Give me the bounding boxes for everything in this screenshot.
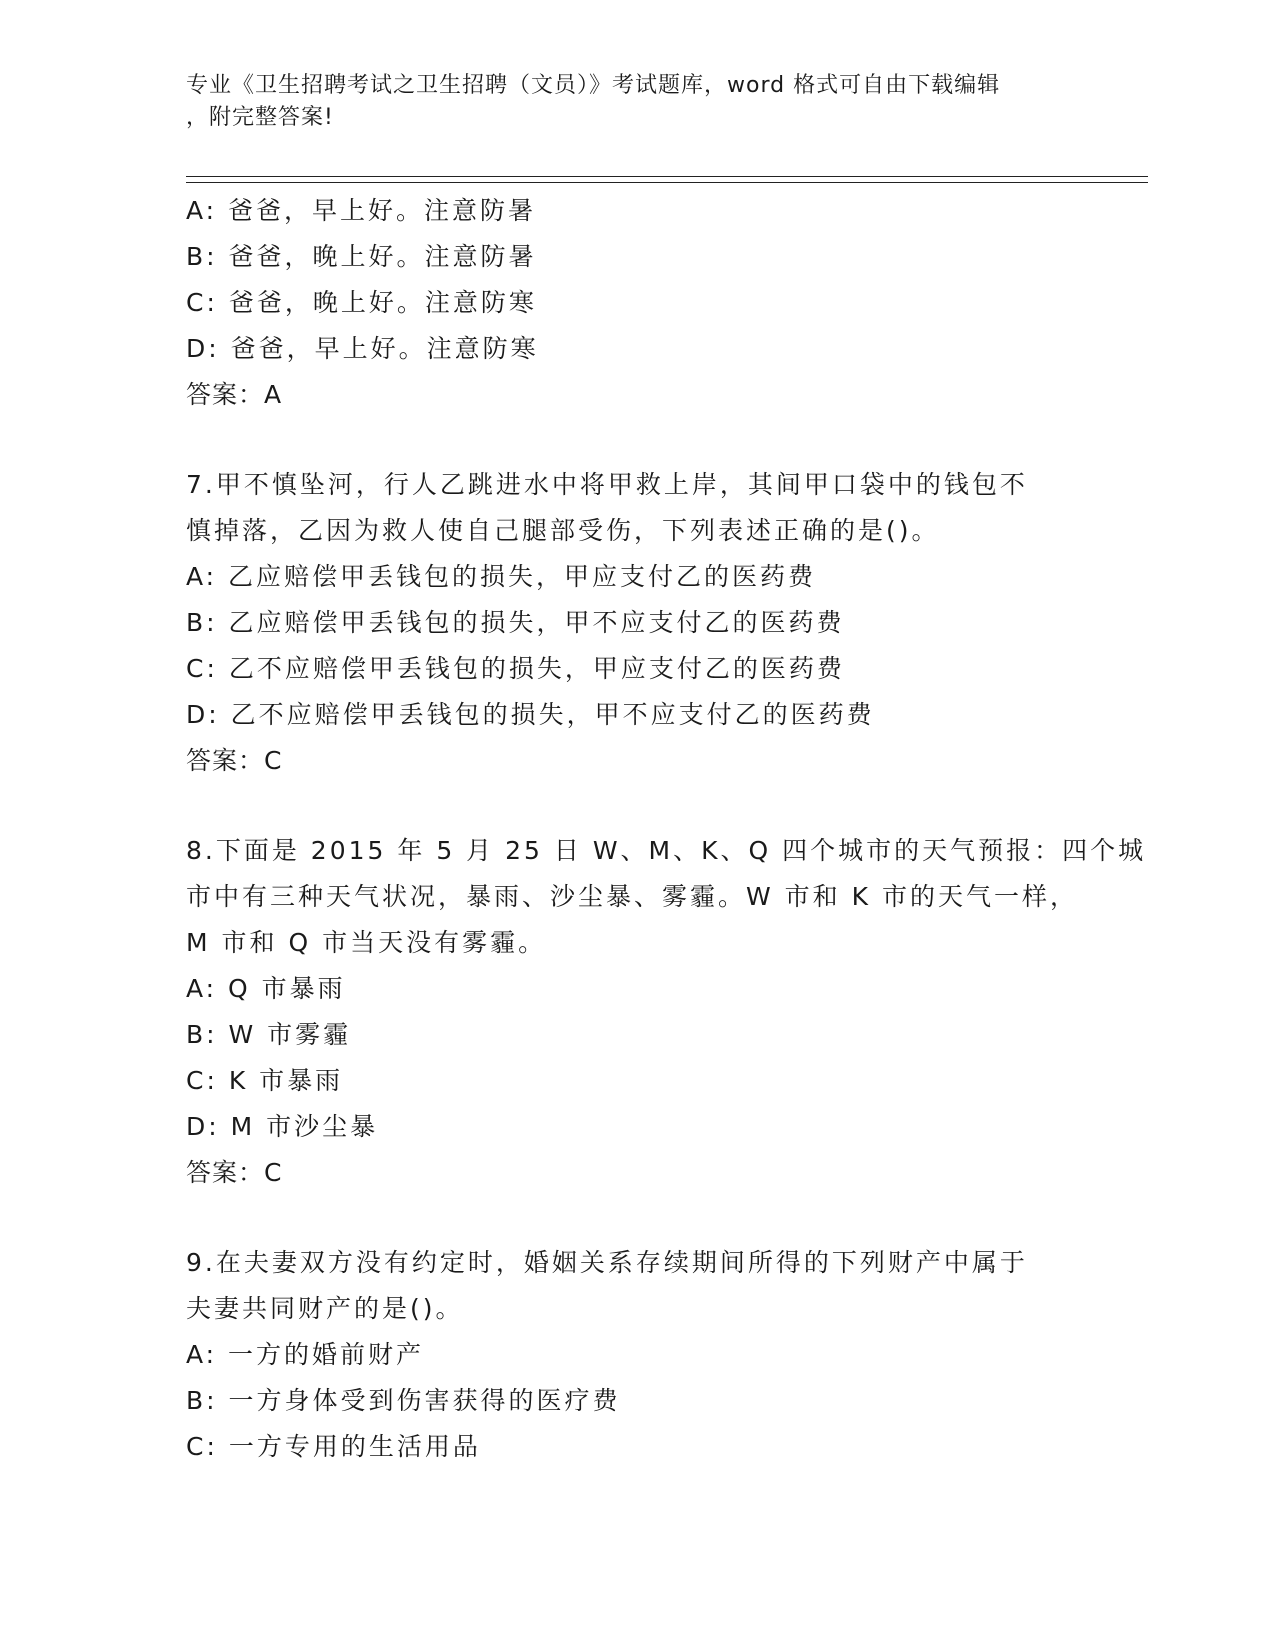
q8-option-d: D: M 市沙尘暴 xyxy=(186,1112,379,1141)
q8-stem-line-1: 8.下面是 2015 年 5 月 25 日 W、M、K、Q 四个城市的天气预报：四个城 xyxy=(186,836,1147,865)
q9-stem-line-2: 夫妻共同财产的是()。 xyxy=(186,1294,464,1323)
q6-option-d: D: 爸爸，早上好。注意防寒 xyxy=(186,334,539,363)
q8-option-b: B: W 市雾霾 xyxy=(186,1020,352,1049)
document-header xyxy=(186,70,1086,134)
q7-answer: 答案：C xyxy=(186,746,283,775)
spacer xyxy=(186,1196,1086,1240)
spacer xyxy=(186,418,1086,462)
header-rule-top xyxy=(186,176,1148,177)
spacer xyxy=(186,784,1086,828)
q7-stem-line-1: 7.甲不慎坠河，行人乙跳进水中将甲救上岸，其间甲口袋中的钱包不 xyxy=(186,470,1028,499)
q8-option-a: A: Q 市暴雨 xyxy=(186,974,346,1003)
question-content xyxy=(186,188,1147,1470)
q8-answer: 答案：C xyxy=(186,1158,283,1187)
q6-answer: 答案：A xyxy=(186,380,283,409)
q8-stem-line-2: 市中有三种天气状况，暴雨、沙尘暴、雾霾。W 市和 K 市的天气一样， xyxy=(186,882,1078,911)
q6-option-b: B: 爸爸，晚上好。注意防暑 xyxy=(186,242,537,271)
q7-option-c: C: 乙不应赔偿甲丢钱包的损失，甲应支付乙的医药费 xyxy=(186,654,845,683)
q9-option-a: A: 一方的婚前财产 xyxy=(186,1340,425,1369)
header-line-1: 专业《卫生招聘考试之卫生招聘（文员）》考试题库，word 格式可自由下载编辑 xyxy=(186,73,1001,98)
q9-stem-line-1: 9.在夫妻双方没有约定时，婚姻关系存续期间所得的下列财产中属于 xyxy=(186,1248,1028,1277)
q8-option-c: C: K 市暴雨 xyxy=(186,1066,344,1095)
q9-option-b: B: 一方身体受到伤害获得的医疗费 xyxy=(186,1386,621,1415)
q6-option-c: C: 爸爸，晚上好。注意防寒 xyxy=(186,288,537,317)
header-line-2: ，附完整答案! xyxy=(186,105,334,130)
header-rule-bottom xyxy=(186,182,1148,183)
q7-option-d: D: 乙不应赔偿甲丢钱包的损失，甲不应支付乙的医药费 xyxy=(186,700,875,729)
q6-option-a: A: 爸爸，早上好。注意防暑 xyxy=(186,196,537,225)
q7-option-b: B: 乙应赔偿甲丢钱包的损失，甲不应支付乙的医药费 xyxy=(186,608,845,637)
q9-option-c: C: 一方专用的生活用品 xyxy=(186,1432,481,1461)
q8-stem-line-3: M 市和 Q 市当天没有雾霾。 xyxy=(186,928,547,957)
q7-option-a: A: 乙应赔偿甲丢钱包的损失，甲应支付乙的医药费 xyxy=(186,562,817,591)
q7-stem-line-2: 慎掉落，乙因为救人使自己腿部受伤，下列表述正确的是()。 xyxy=(186,516,940,545)
